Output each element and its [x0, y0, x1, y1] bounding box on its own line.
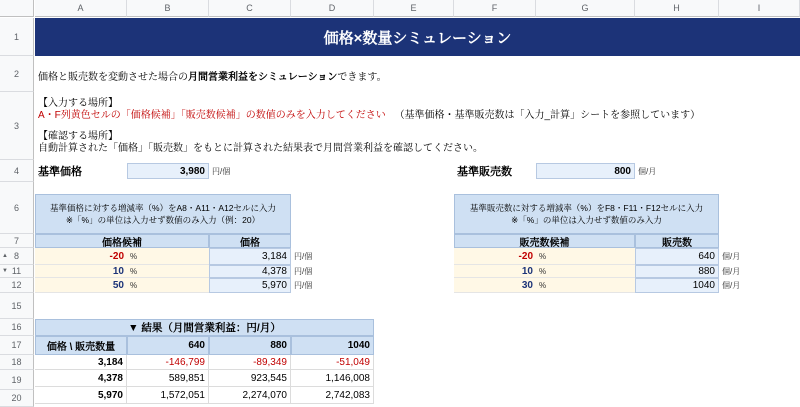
percent-unit: %: [127, 265, 209, 278]
result-cell[interactable]: 1,146,008: [291, 370, 374, 387]
base-qty-value[interactable]: 800: [536, 163, 635, 179]
column-header-h[interactable]: H: [635, 0, 719, 17]
qty-unit: 個/月: [722, 267, 741, 276]
column-header-f[interactable]: F: [454, 0, 536, 17]
result-col-header[interactable]: 640: [127, 336, 209, 355]
price-candidate-input[interactable]: 10: [35, 265, 127, 278]
row-header-1[interactable]: 1: [0, 18, 34, 56]
result-cell[interactable]: 2,274,070: [209, 387, 291, 404]
price-candidate-header[interactable]: 価格候補: [35, 234, 209, 248]
price-unit: 円/個: [294, 252, 313, 261]
description-text[interactable]: [38, 68, 387, 83]
price-note-box[interactable]: [35, 194, 291, 234]
base-price-value[interactable]: 3,980: [127, 163, 209, 179]
result-col-header[interactable]: 880: [209, 336, 291, 355]
result-cell[interactable]: -146,799: [127, 355, 209, 370]
row-number: 8: [13, 251, 19, 261]
result-title[interactable]: ▼ 結果（月間営業利益：円/月）: [35, 319, 374, 336]
row-header-16[interactable]: 16: [0, 319, 34, 336]
price-value[interactable]: 4,378: [209, 265, 291, 278]
group-collapse-icon[interactable]: ▼: [2, 268, 8, 274]
price-candidate-input[interactable]: 50: [35, 278, 127, 293]
price-unit: 円/個: [294, 281, 313, 290]
qty-note-line1: 基準販売数に対する増減率（%）をF8・F11・F12セルに入力: [469, 203, 704, 213]
check-instruction[interactable]: 自動計算された「価格」「販売数」をもとに計算された結果表で月間営業利益を確認してください。: [38, 143, 483, 154]
row-header-17[interactable]: 17: [0, 336, 34, 355]
qty-candidate-input[interactable]: 10: [454, 265, 536, 278]
qty-candidate-input[interactable]: 30: [454, 278, 536, 293]
percent-unit: %: [536, 248, 635, 265]
qty-unit: 個/月: [722, 252, 741, 261]
result-corner-header[interactable]: 価格 \ 販売数量: [35, 336, 127, 355]
price-note-line2: ※「%」の単位は入力せず数値のみ入力（例：20）: [65, 215, 261, 225]
page-title[interactable]: 価格×数量シミュレーション: [35, 18, 800, 56]
row-header-18[interactable]: 18: [0, 355, 34, 370]
price-value[interactable]: 3,184: [209, 248, 291, 265]
column-header-c[interactable]: C: [209, 0, 291, 17]
price-unit: 円/個: [294, 267, 313, 276]
result-cell[interactable]: 1,572,051: [127, 387, 209, 404]
row-number: 11: [11, 266, 22, 276]
column-header-d[interactable]: D: [291, 0, 374, 17]
qty-value[interactable]: 880: [635, 265, 719, 278]
qty-candidate-input[interactable]: -20: [454, 248, 536, 265]
base-price-unit: 円/個: [212, 166, 231, 176]
base-price-label[interactable]: 基準価格: [38, 166, 82, 178]
qty-candidate-header[interactable]: 販売数候補: [454, 234, 635, 248]
qty-note-line2: ※「%」の単位は入力せず数値のみ入力: [511, 215, 662, 225]
result-row-header[interactable]: 4,378: [35, 370, 127, 387]
price-candidate-input[interactable]: -20: [35, 248, 127, 265]
input-note: （基準価格・基準販売数は「入力_計算」シートを参照しています）: [394, 110, 701, 121]
result-cell[interactable]: -89,349: [209, 355, 291, 370]
result-cell[interactable]: 589,851: [127, 370, 209, 387]
percent-unit: %: [127, 278, 209, 293]
row-header-4[interactable]: 4: [0, 160, 34, 182]
result-col-header[interactable]: 1040: [291, 336, 374, 355]
qty-header[interactable]: 販売数: [635, 234, 719, 248]
column-header-b[interactable]: B: [127, 0, 209, 17]
row-header-19[interactable]: 19: [0, 370, 34, 390]
row-header-12[interactable]: 12: [0, 278, 34, 293]
description-tail: できます。: [337, 72, 387, 83]
select-all-corner[interactable]: [0, 0, 34, 17]
row-header-2[interactable]: 2: [0, 56, 34, 92]
input-instruction-line[interactable]: [38, 106, 700, 121]
percent-unit: %: [536, 278, 635, 293]
result-cell[interactable]: 2,742,083: [291, 387, 374, 404]
check-heading[interactable]: 【確認する場所】: [38, 131, 118, 142]
result-row-header[interactable]: 5,970: [35, 387, 127, 404]
result-cell[interactable]: 923,545: [209, 370, 291, 387]
qty-value[interactable]: 640: [635, 248, 719, 265]
row-header-6[interactable]: 6: [0, 182, 34, 234]
input-instruction: A・F列黄色セルの「価格候補」「販売数候補」の数値のみを入力してください: [38, 110, 386, 121]
row-header-15[interactable]: 15: [0, 293, 34, 319]
qty-value[interactable]: 1040: [635, 278, 719, 293]
result-cell[interactable]: -51,049: [291, 355, 374, 370]
base-qty-label[interactable]: 基準販売数: [457, 166, 512, 178]
column-header-g[interactable]: G: [536, 0, 635, 17]
price-note-line1: 基準価格に対する増減率（%）をA8・A11・A12セルに入力: [49, 203, 277, 213]
percent-unit: %: [536, 265, 635, 278]
row-header-20[interactable]: 20: [0, 390, 34, 407]
column-header-i[interactable]: I: [719, 0, 800, 17]
row-header-3[interactable]: 3: [0, 92, 34, 160]
price-value[interactable]: 5,970: [209, 278, 291, 293]
result-row-header[interactable]: 3,184: [35, 355, 127, 370]
group-expand-icon[interactable]: ▲: [2, 253, 8, 259]
description-bold: 月間営業利益をシミュレーション: [188, 72, 338, 83]
row-header-11[interactable]: [0, 265, 34, 278]
column-header-e[interactable]: E: [374, 0, 454, 17]
qty-note-box[interactable]: [454, 194, 719, 234]
percent-unit: %: [127, 248, 209, 265]
row-header-7[interactable]: 7: [0, 234, 34, 248]
row-header-8[interactable]: [0, 248, 34, 265]
column-header-a[interactable]: A: [35, 0, 127, 17]
base-qty-unit: 個/月: [638, 166, 657, 176]
price-header[interactable]: 価格: [209, 234, 291, 248]
description-lead: 価格と販売数を変動させた場合の: [38, 72, 188, 83]
input-heading[interactable]: 【入力する場所】: [38, 98, 118, 109]
qty-unit: 個/月: [722, 281, 741, 290]
